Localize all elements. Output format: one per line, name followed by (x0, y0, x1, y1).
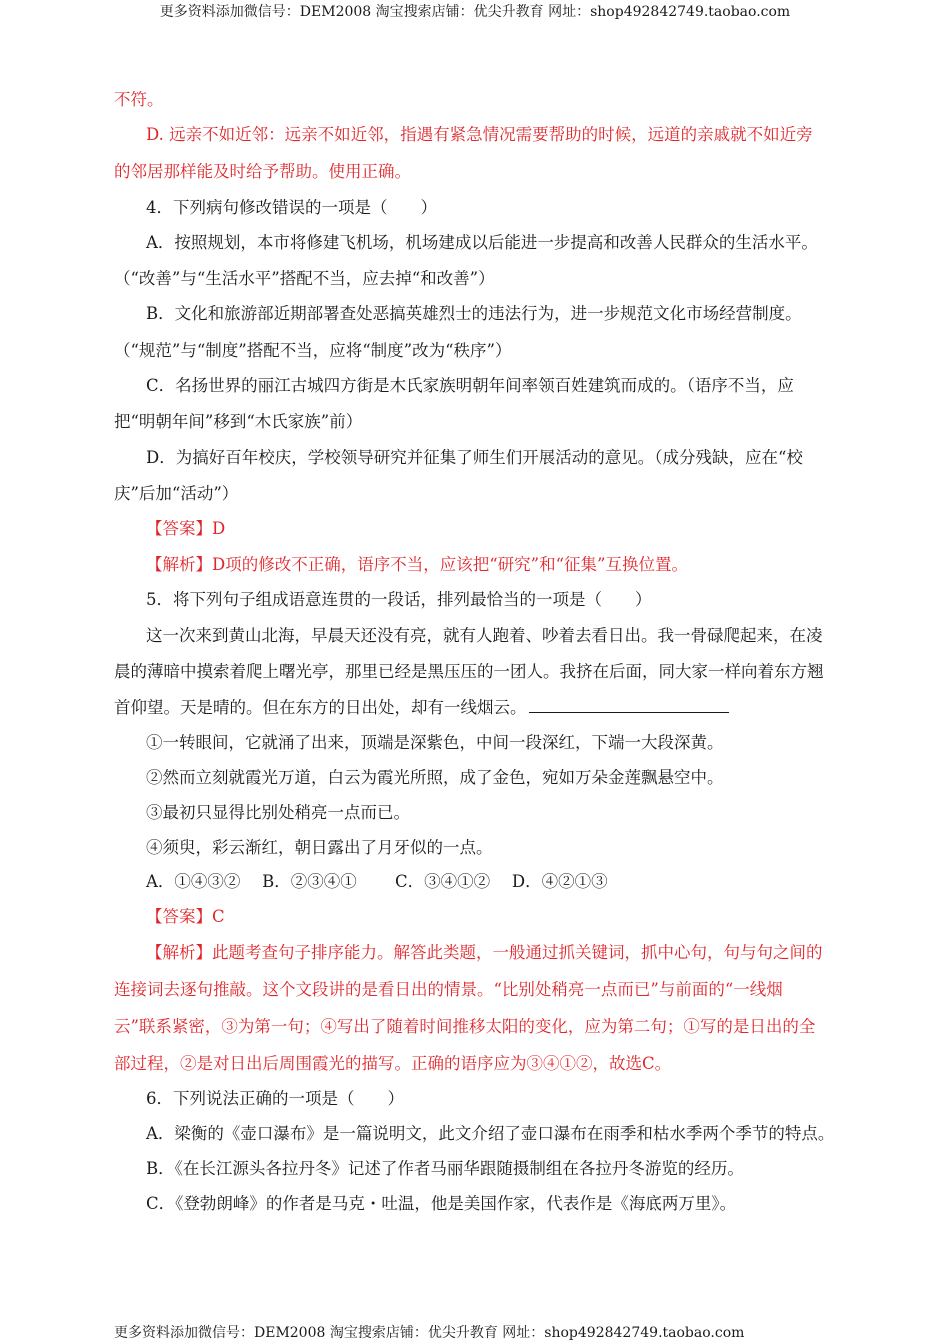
q5-sentence-1: ①一转眼间，它就涌了出来，顶端是深紫色，中间一段深红，下端一大段深黄。 (146, 733, 724, 752)
q3-option-d-line1: D. 远亲不如近邻：远亲不如近邻，指遇有紧急情况需要帮助的时候，远道的亲戚就不如近旁 (146, 125, 813, 144)
q5-stem: 5．将下列句子组成语意连贯的一段话，排列最恰当的一项是（ ） (146, 590, 652, 609)
q6-stem: 6．下列说法正确的一项是（ ） (146, 1089, 404, 1108)
q5-sentence-4: ④须臾，彩云渐红，朝日露出了月牙似的一点。 (146, 838, 493, 857)
q5-passage-line2: 晨的薄暗中摸索着爬上曙光亭，那里已经是黑压压的一团人。我挤在后面，同大家一样向着东方翘 (114, 662, 824, 681)
q6-option-c: C．《登勃朗峰》的作者是马克・吐温，他是美国作家，代表作是《海底两万里》。 (146, 1194, 737, 1213)
q3-tail-line: 不符。 (114, 90, 164, 109)
q5-analysis-line3: 云”联系紧密，③为第一句；④写出了随着时间推移太阳的变化，应为第二句；①写的是日出的全 (114, 1017, 816, 1036)
q4-stem: 4．下列病句修改错误的一项是（ ） (146, 198, 437, 217)
q5-answer: 【答案】C (146, 907, 225, 926)
q3-option-d-line2: 的邻居那样能及时给予帮助。使用正确。 (114, 162, 411, 181)
q5-sentence-2: ②然而立刻就霞光万道，白云为霞光所照，成了金色，宛如万朵金莲飘悬空中。 (146, 768, 724, 787)
q5-analysis-line4: 部过程，②是对日出后周围霞光的描写。正确的语序应为③④①②，故选C。 (114, 1054, 672, 1073)
q5-passage-line3-text: 首仰望。天是晴的。但在东方的日出处，却有一线烟云。 (114, 698, 527, 717)
q6-option-b: B．《在长江源头各拉丹冬》记述了作者马丽华跟随摄制组在各拉丹冬游览的经历。 (146, 1159, 744, 1178)
page-footer: 更多资料添加微信号：DEM2008 淘宝搜索店铺：优尖升教育 网址：shop492842749.taobao.com (114, 1325, 745, 1341)
q5-analysis-line1: 【解析】此题考查句子排序能力。解答此类题，一般通过抓关键词，抓中心句，句与句之间的 (146, 943, 823, 962)
q4-option-d-line2: 庆”后加“活动”） (114, 484, 239, 503)
q5-passage-line1: 这一次来到黄山北海，早晨天还没有亮，就有人跑着、吵着去看日出。我一骨碌爬起来，在凌 (146, 626, 823, 645)
q6-option-a: A．梁衡的《壶口瀑布》是一篇说明文，此文介绍了壶口瀑布在雨季和枯水季两个季节的特点。 (146, 1124, 835, 1143)
q4-answer: 【答案】D (146, 519, 226, 538)
q4-option-b-line2: （“规范”与“制度”搭配不当，应将“制度”改为“秩序”） (114, 341, 512, 360)
q4-option-d-line1: D．为搞好百年校庆，学校领导研究并征集了师生们开展活动的意见。（成分残缺，应在“校 (146, 448, 803, 467)
q4-option-c-line1: C．名扬世界的丽江古城四方街是木氏家族明朝年间率领百姓建筑而成的。（语序不当，应 (146, 376, 794, 395)
q4-option-b-line1: B．文化和旅游部近期部署查处恶搞英雄烈士的违法行为，进一步规范文化市场经营制度。 (146, 304, 802, 323)
q4-option-a-line2: （“改善”与“生活水平”搭配不当，应去掉“和改善”） (114, 269, 495, 288)
q4-option-c-line2: 把“明朝年间”移到“木氏家族”前） (114, 412, 363, 431)
answer-blank (529, 697, 729, 713)
q5-options: A．①④③② B．②③④① C．③④①② D．④②①③ (146, 872, 608, 891)
q4-analysis: 【解析】D项的修改不正确，语序不当，应该把“研究”和“征集”互换位置。 (146, 555, 688, 574)
q4-option-a-line1: A．按照规划，本市将修建飞机场，机场建成以后能进一步提高和改善人民群众的生活水平。 (146, 233, 818, 252)
page-header: 更多资料添加微信号：DEM2008 淘宝搜索店铺：优尖升教育 网址：shop492842749.taobao.com (159, 4, 791, 20)
q5-analysis-line2: 连接词去逐句推敲。这个文段讲的是看日出的情景。“比别处稍亮一点而已”与前面的“一线烟 (114, 980, 783, 999)
q5-sentence-3: ③最初只显得比别处稍亮一点而已。 (146, 803, 410, 822)
q5-passage-line3 (114, 696, 850, 720)
